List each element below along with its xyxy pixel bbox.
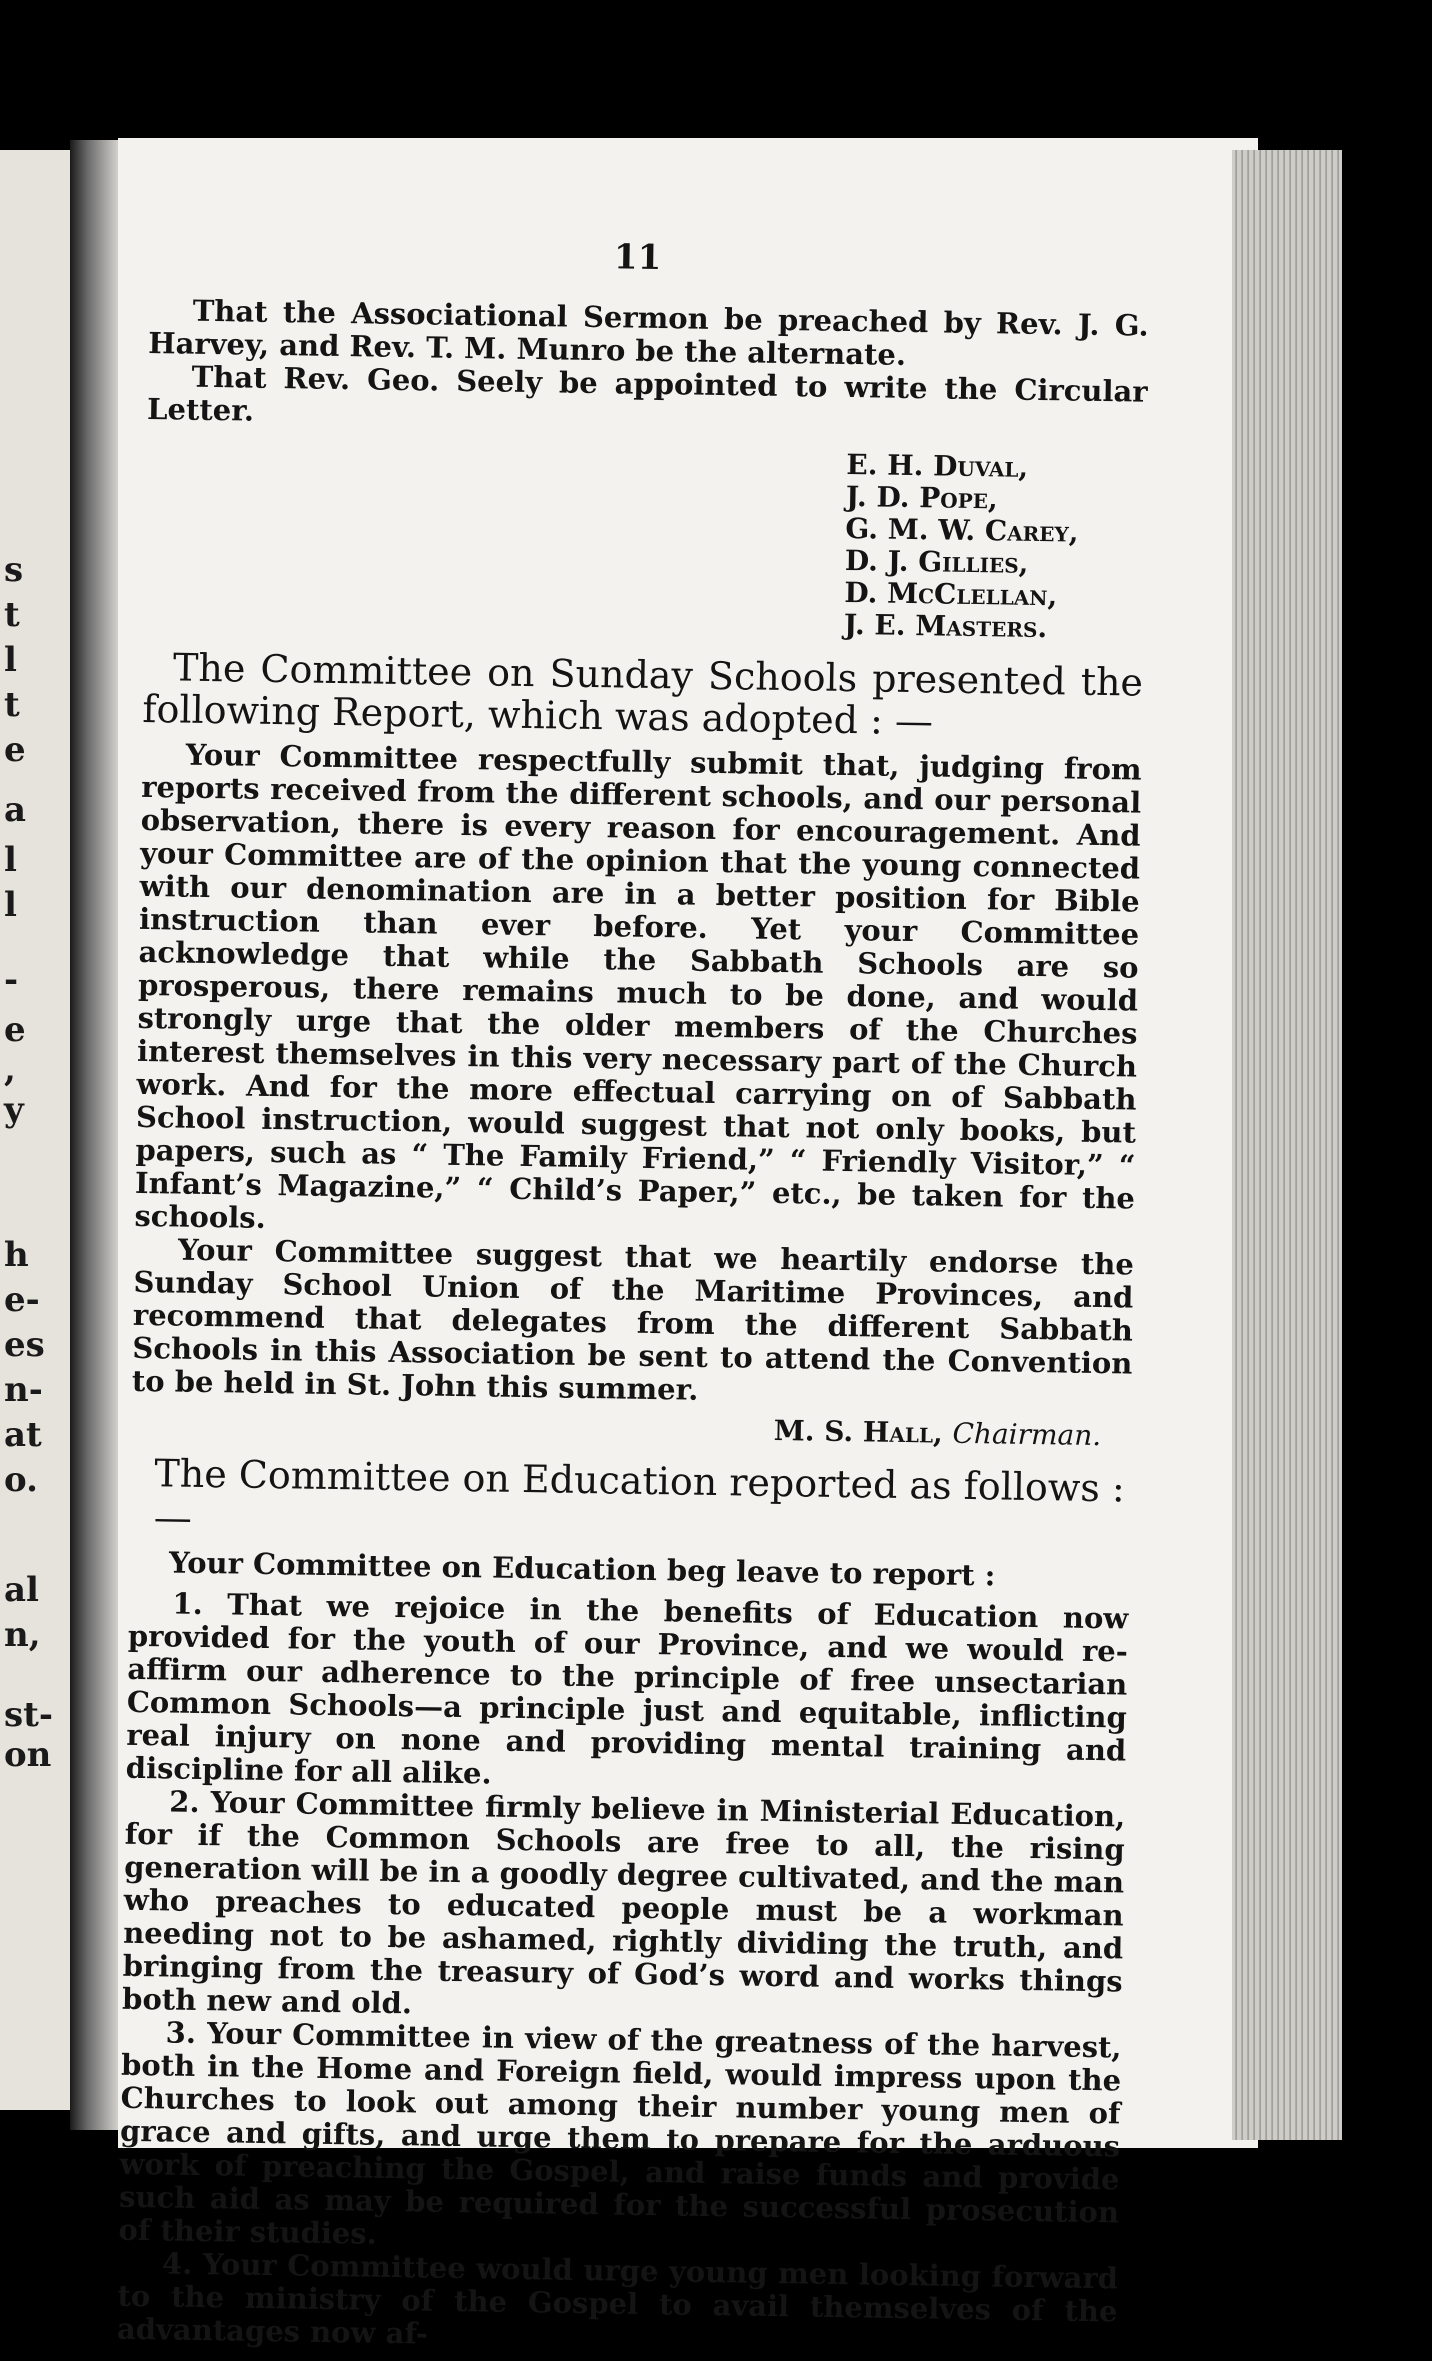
education-intro: Your Committee on Education beg leave to report : <box>168 1545 996 1593</box>
education-item: 2. Your Committee firmly believe in Ministerial Education, for if the Common Schools are free to all, the rising generation will be in a goodly degree cultivated, and the man who preaches to educated people must be a workman needing not to be ashamed, rightly dividing the truth, and bringing from the treasury of God’s word and works things both new and old. <box>121 1784 1126 2021</box>
left-fragment: on <box>4 1735 52 1775</box>
signatory: E. H. Duval, <box>846 447 1029 484</box>
signatory: G. M. W. Carey, <box>845 511 1079 549</box>
left-fragment: n- <box>4 1370 43 1410</box>
sunday-schools-heading: The Committee on Sunday Schools presented the following Report, which was adopted : — <box>142 645 1144 744</box>
education-heading: The Committee on Education reported as follows : — <box>153 1451 1126 1540</box>
page-number: 11 <box>613 237 662 279</box>
left-fragment: l <box>4 840 17 880</box>
left-fragment: t <box>4 595 20 635</box>
signatory: D. McClellan, <box>844 575 1058 613</box>
signatory: J. D. Pope, <box>845 479 999 516</box>
left-fragment: o. <box>4 1460 38 1500</box>
education-item: 1. That we rejoice in the benefits of Education now provided for the youth of our Province, and we would re-affirm our adherence to the principle of free unsectarian Common Schools—a principle just and equitable, inflicting real injury on none and providing mental training and discipline for all alike. <box>125 1586 1129 1791</box>
sunday-schools-paragraph-1: Your Committee respectfully submit that, judging from reports received from the different schools, and our personal observation, there is every reason for encouragement. And your Committee are of the opinion that the young connected with our denomination are in a better position for Bible instruction than ever before. Yet your Committee acknowledge that while the Sabbath Schools are so prosperous, there remains much to be done, and would strongly urge that the older members of the Churches interest themselves in this very necessary part of the Church work. And for the more effectual carrying on of Sabbath School instruction, would suggest that not only books, but papers, such as “ The Family Friend,” “ Friendly Visitor,” “ Infant’s Magazine,” “ Child’s Paper,” etc., be taken for the schools. <box>134 737 1142 1235</box>
signatory-list <box>844 449 1147 646</box>
left-fragment: t <box>4 685 20 725</box>
education-item: 3. Your Committee in view of the greatness of the harvest, both in the Home and Foreign field, would impress upon the Churches to look out among their number young men of grace and gifts, and urge them to prepare for the arduous work of preaching the Gospel, and raise funds and provide such aid as may be required for the successful prosecution of their studies. <box>118 2015 1122 2251</box>
page-content <box>117 230 1150 2361</box>
left-fragment: es <box>4 1325 45 1365</box>
left-fragment: e <box>4 1010 26 1050</box>
left-page-strip <box>0 150 70 2110</box>
signatory: D. J. Gillies, <box>844 543 1029 580</box>
left-fragment: a <box>4 790 27 830</box>
paragraph-circular-letter: That Rev. Geo. Seely be appointed to write the Circular Letter. <box>146 359 1148 428</box>
chairman-role: Chairman. <box>952 1416 1102 1453</box>
left-fragment: h <box>4 1235 29 1275</box>
left-fragment: s <box>4 550 24 590</box>
left-fragment: e- <box>4 1280 40 1320</box>
left-fragment: l <box>4 885 17 925</box>
chairman-signature <box>131 1404 1101 1452</box>
left-fragment: y <box>4 1090 24 1130</box>
left-fragment: e <box>4 730 26 770</box>
paragraph-sermon: That the Associational Sermon be preached by Rev. J. G. Harvey, and Rev. T. M. Munro be the alternate. <box>147 293 1149 372</box>
signatory: J. E. Masters. <box>843 607 1048 645</box>
left-fragment: - <box>4 960 19 1000</box>
left-fragment: al <box>4 1570 39 1610</box>
left-fragment: n, <box>4 1615 41 1655</box>
education-item: 4. Your Committee would urge young men looking forward to the ministry of the Gospel to avail themselves of the advantages now af- <box>116 2246 1119 2351</box>
sunday-schools-paragraph-2: Your Committee suggest that we heartily endorse the Sunday School Union of the Maritime Provinces, and recommend that delegates from the different Sabbath Schools in this Association be sent to attend the Convention to be held in St. John this summer. <box>131 1232 1135 1407</box>
left-fragment: at <box>4 1415 42 1455</box>
chairman-name: M. S. Hall, <box>773 1413 944 1450</box>
left-fragment: , <box>4 1050 16 1090</box>
book-gutter <box>70 140 120 2130</box>
left-fragment: l <box>4 640 17 680</box>
left-fragment: st- <box>4 1695 53 1735</box>
page-edge <box>1232 150 1342 2140</box>
